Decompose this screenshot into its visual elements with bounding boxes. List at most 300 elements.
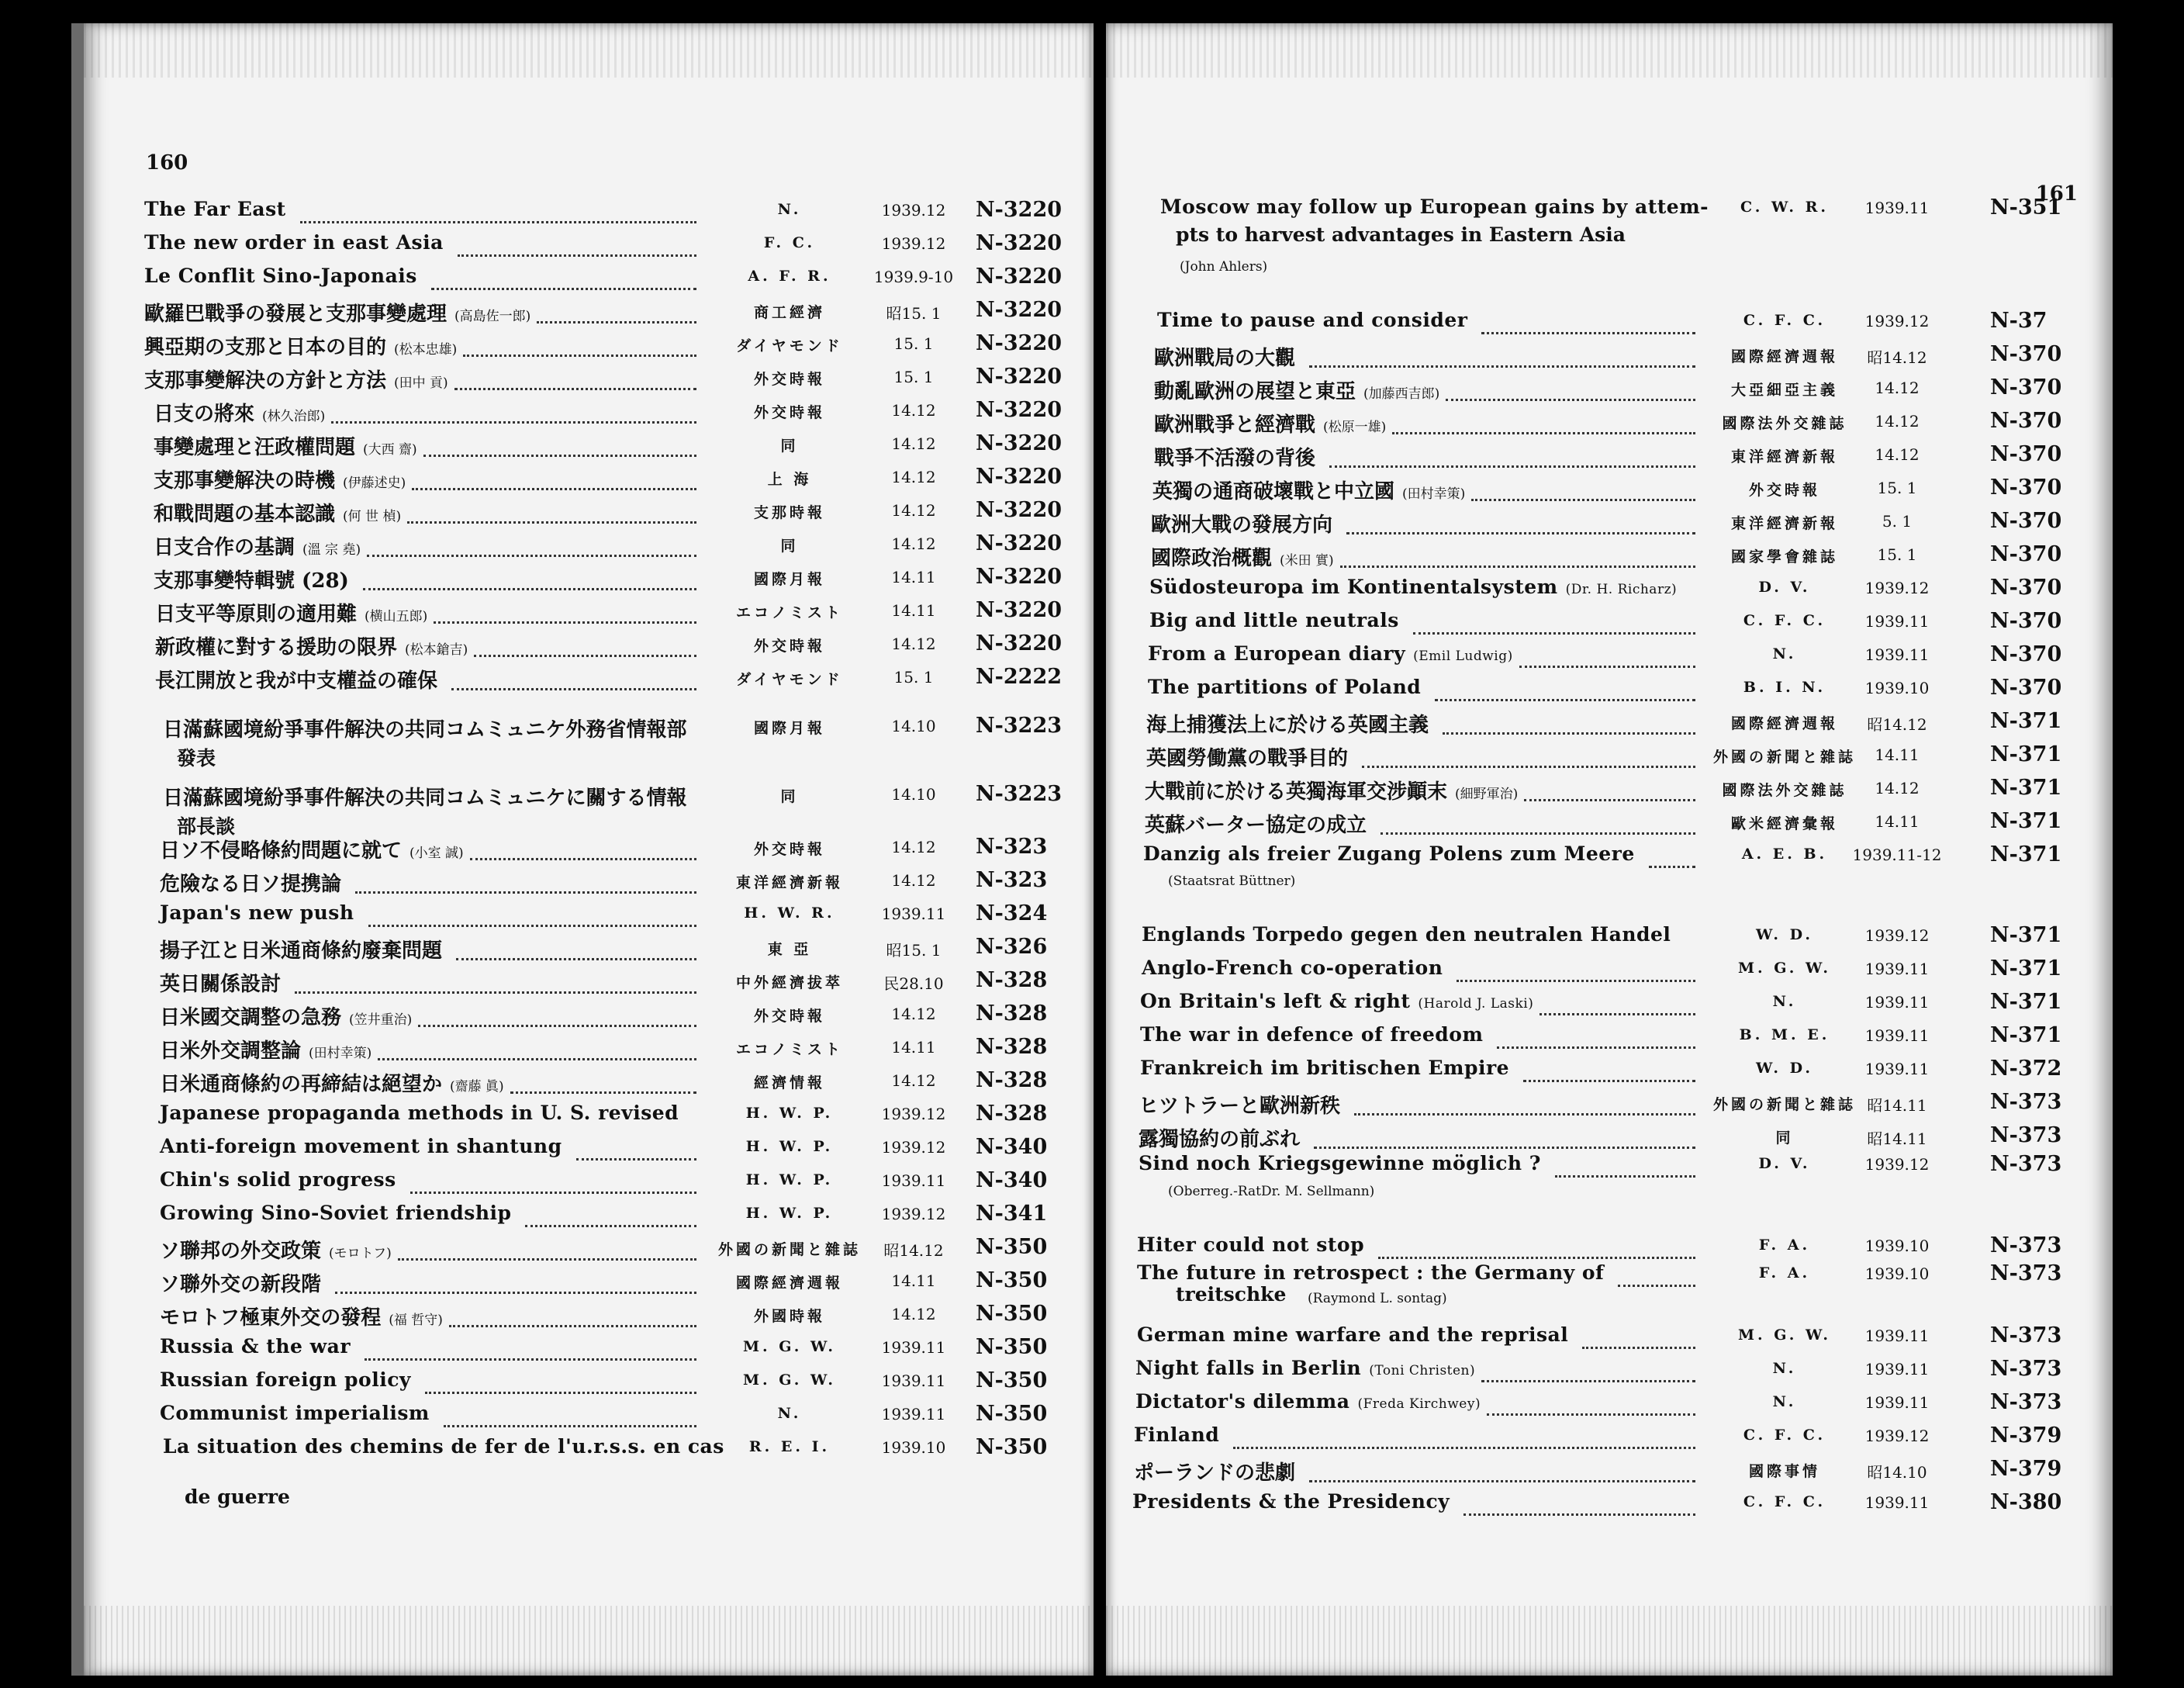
leader-dots xyxy=(1481,1357,1695,1382)
entry-code: N-324 xyxy=(976,901,1048,925)
entry-title-text: German mine warfare and the reprisal xyxy=(1137,1323,1569,1346)
index-entry xyxy=(1106,442,2113,476)
entry-date: 14.12 xyxy=(891,635,936,653)
entry-date: 1939.12 xyxy=(881,234,946,253)
entry-code: N-379 xyxy=(1990,1423,2062,1448)
index-entry xyxy=(1106,375,2113,410)
leader-dots xyxy=(365,1335,696,1361)
entry-title xyxy=(1140,990,1533,1012)
entry-date: 1939.10 xyxy=(1864,1264,1930,1283)
entry-source: C. W. R. xyxy=(1740,199,1830,216)
entry-title xyxy=(160,1001,412,1030)
index-entry xyxy=(84,1168,1094,1202)
entry-source: 東洋經濟新報 xyxy=(735,874,843,891)
entry-title xyxy=(1139,1090,1348,1119)
index-entry xyxy=(1106,509,2113,543)
leader-dots xyxy=(434,598,696,624)
leader-dots xyxy=(1392,409,1695,434)
entry-title-text: 支那事變解決の時機 xyxy=(154,469,336,493)
entry-title xyxy=(1152,476,1465,504)
entry-date: 15. 1 xyxy=(1877,545,1917,564)
index-entry xyxy=(84,714,1094,748)
entry-title-text: 英日關係設討 xyxy=(160,973,282,996)
index-entry xyxy=(1106,1490,2113,1524)
entry-title-text: Südosteuropa im Kontinentalsystem xyxy=(1149,576,1558,598)
entry-source: N. xyxy=(1772,993,1797,1010)
entry-author: (田中 貢) xyxy=(394,375,448,391)
entry-code: N-373 xyxy=(1990,1152,2062,1176)
entry-code: N-328 xyxy=(976,1102,1048,1126)
entry-date: 14.12 xyxy=(1875,412,1920,431)
entry-title xyxy=(144,231,451,254)
entry-date: 1939.11 xyxy=(1864,645,1930,664)
entry-author: (Dr. H. Richarz) xyxy=(1565,582,1678,597)
entry-code: N-3220 xyxy=(976,565,1063,589)
entry-date: 14.12 xyxy=(891,1005,936,1023)
entry-date: 1939.11 xyxy=(1864,612,1930,631)
entry-source: 外交時報 xyxy=(753,404,825,421)
index-entry xyxy=(84,935,1094,969)
entry-source: 支那時報 xyxy=(753,504,825,521)
entry-date: 昭15. 1 xyxy=(886,304,942,323)
entry-source: 外國の新聞と雜誌 xyxy=(1712,749,1856,766)
entry-author: (福 哲守) xyxy=(389,1313,443,1328)
index-entry xyxy=(1106,923,2113,957)
leader-dots xyxy=(407,498,696,524)
entry-date: 1939.11 xyxy=(1864,993,1930,1012)
entry-date: 14.12 xyxy=(891,1305,936,1323)
entry-title xyxy=(1149,576,1677,598)
leader-dots xyxy=(510,1068,696,1094)
entry-date: 1939.11 xyxy=(1864,199,1930,217)
entry-date: 1939.12 xyxy=(1864,926,1930,945)
index-entry xyxy=(1106,842,2113,877)
entry-title-text: 歐羅巴戰爭の發展と支那事變處理 xyxy=(144,303,448,326)
leader-dots xyxy=(363,565,696,590)
leader-dots xyxy=(412,465,696,490)
entry-code: N-3220 xyxy=(976,431,1063,455)
entry-title-text: 支那事變解決の方針と方法 xyxy=(144,369,387,393)
entry-source: M. G. W. xyxy=(742,1372,837,1389)
entry-date: 14.12 xyxy=(891,468,936,486)
entry-code: N-373 xyxy=(1990,1090,2062,1114)
entry-source: F. C. xyxy=(763,234,816,251)
right-page xyxy=(1106,23,2113,1676)
entry-date: 15. 1 xyxy=(1877,479,1917,497)
entry-source: C. F. C. xyxy=(1743,1493,1826,1510)
entry-title-text: Communist imperialism xyxy=(160,1402,430,1424)
entry-title-text: Finland xyxy=(1134,1423,1220,1446)
leader-dots xyxy=(463,331,696,357)
page-number: 161 xyxy=(2035,182,2078,206)
entry-title-text: The future in retrospect : the Germany of xyxy=(1137,1261,1605,1284)
entry-source: B. I. N. xyxy=(1743,679,1826,696)
entry-code: N-3220 xyxy=(976,531,1063,555)
index-entry xyxy=(1106,642,2113,676)
entry-date: 1939.11 xyxy=(881,1372,946,1390)
entry-source: 外國の新聞と雜誌 xyxy=(1712,1096,1856,1113)
entry-source: 外交時報 xyxy=(753,371,825,388)
entry-date: 14.11 xyxy=(891,568,936,586)
entry-title xyxy=(1146,742,1356,771)
leader-dots xyxy=(1618,1261,1695,1287)
entry-date: 14.12 xyxy=(891,534,936,553)
entry-code: N-371 xyxy=(1990,990,2062,1014)
entry-title-text: 英國勞働黨の戰爭目的 xyxy=(1146,747,1349,770)
entry-source: H. W. P. xyxy=(745,1171,834,1188)
entry-code: N-370 xyxy=(1990,342,2062,366)
index-entry xyxy=(1106,1090,2113,1124)
entry-date: 14.12 xyxy=(1875,779,1920,797)
entry-code: N-350 xyxy=(976,1235,1048,1259)
index-entry xyxy=(84,901,1094,936)
entry-source: 同 xyxy=(780,788,799,805)
entry-date: 1939.10 xyxy=(1864,1237,1930,1255)
leader-dots xyxy=(1435,676,1695,701)
entry-title xyxy=(1151,509,1340,538)
entry-source: M. G. W. xyxy=(1737,960,1832,977)
entry-title xyxy=(160,1168,404,1191)
entry-title xyxy=(144,365,448,393)
entry-title-text: The new order in east Asia xyxy=(144,231,444,254)
entry-code: N-3220 xyxy=(976,398,1063,422)
entry-date: 1939.11 xyxy=(881,1405,946,1423)
entry-date: 14.12 xyxy=(891,401,936,420)
entry-date: 1939.12 xyxy=(881,201,946,220)
entry-title xyxy=(160,1035,371,1064)
entry-source: H. W. R. xyxy=(744,905,835,922)
entry-code: N-2222 xyxy=(976,665,1063,689)
entry-author: (松本忠雄) xyxy=(394,342,458,358)
entry-title-text: The Far East xyxy=(144,198,286,220)
index-entry xyxy=(1106,956,2113,991)
entry-date: 15. 1 xyxy=(893,334,934,353)
entry-date: 1939.11 xyxy=(881,905,946,923)
entry-source: 東 亞 xyxy=(767,941,812,958)
index-entry xyxy=(84,1302,1094,1336)
entry-code: N-371 xyxy=(1990,956,2062,981)
entry-title-text: Japan's new push xyxy=(160,901,354,924)
entry-title xyxy=(155,665,445,694)
entry-source: H. W. P. xyxy=(745,1105,834,1122)
leader-dots xyxy=(451,665,696,690)
entry-code: N-370 xyxy=(1990,375,2062,400)
entry-code: N-370 xyxy=(1990,642,2062,666)
entry-title-text: On Britain's left & right xyxy=(1140,990,1411,1012)
entry-title-text: La situation des chemins de fer de l'u.r.s.s. en cas xyxy=(163,1435,724,1458)
entry-title-text: 海上捕獲法上に於ける英國主義 xyxy=(1146,714,1429,737)
entry-title xyxy=(154,398,325,427)
entry-title-text: ヒツトラーと歐洲新秩 xyxy=(1139,1095,1341,1118)
entry-continuation: 發表 xyxy=(177,747,216,770)
entry-source: 東洋經濟新報 xyxy=(1730,515,1838,532)
entry-title xyxy=(160,868,349,897)
entry-title xyxy=(163,1435,732,1458)
entry-date: 1939.9-10 xyxy=(873,268,954,286)
index-entry xyxy=(1106,309,2113,343)
entry-title xyxy=(154,531,361,560)
entry-source: 國際月報 xyxy=(753,720,825,737)
entry-source: N. xyxy=(1772,1360,1797,1377)
entry-title-text: 日支合作の基調 xyxy=(154,536,295,559)
entry-title-text: Big and little neutrals xyxy=(1149,609,1399,631)
entry-source: B. M. E. xyxy=(1739,1026,1830,1043)
entry-source: 國際月報 xyxy=(753,571,825,588)
left-page xyxy=(71,23,1094,1676)
entry-date: 14.12 xyxy=(891,434,936,453)
leader-dots xyxy=(1649,842,1695,868)
entry-title-text: From a European diary xyxy=(1148,642,1406,665)
leader-dots xyxy=(398,1235,696,1261)
entry-source: 外交時報 xyxy=(1748,482,1820,499)
entry-title xyxy=(155,631,468,660)
leader-dots xyxy=(1233,1423,1695,1449)
entry-title-text: 危險なる日ソ提携論 xyxy=(160,873,342,896)
entry-code: N-326 xyxy=(976,935,1048,959)
entry-continuation: (John Ahlers) xyxy=(1180,259,1268,275)
entry-author: (大西 齋) xyxy=(363,442,417,458)
leader-dots xyxy=(378,1035,696,1060)
entry-author: (Harold J. Laski) xyxy=(1418,996,1534,1012)
entry-source: 外交時報 xyxy=(753,1008,825,1025)
entry-code: N-370 xyxy=(1990,409,2062,433)
entry-title-text: 日米國交調整の急務 xyxy=(160,1006,342,1029)
entry-title xyxy=(1149,609,1407,631)
entry-title xyxy=(155,598,427,627)
index-entry xyxy=(1106,609,2113,643)
entry-source: 經濟情報 xyxy=(753,1074,825,1091)
entry-title-text: Danzig als freier Zugang Polens zum Meere xyxy=(1143,842,1635,865)
entry-source: F. A. xyxy=(1758,1237,1811,1254)
entry-title xyxy=(160,1068,504,1097)
entry-date: 14.12 xyxy=(891,501,936,520)
index-entry xyxy=(84,231,1094,265)
page-number: 160 xyxy=(146,151,188,175)
entry-title-text: Growing Sino-Soviet friendship xyxy=(160,1202,512,1224)
entry-source: A. E. B. xyxy=(1741,846,1828,863)
entry-date: 14.12 xyxy=(1875,445,1920,464)
entry-code: N-350 xyxy=(976,1435,1048,1459)
entry-author: (何 世 楨) xyxy=(343,509,402,524)
leader-dots xyxy=(1362,742,1695,768)
entry-title-text: Japanese propaganda methods in U. S. revised xyxy=(160,1102,679,1124)
entry-title-text: The partitions of Poland xyxy=(1148,676,1422,698)
entry-date: 14.11 xyxy=(891,601,936,620)
entry-title-text: 英蘇バーター協定の成立 xyxy=(1145,814,1367,837)
entry-author: (Toni Christen) xyxy=(1369,1363,1476,1378)
entry-title xyxy=(160,1368,419,1391)
entry-code: N-373 xyxy=(1990,1261,2062,1285)
entry-code: N-323 xyxy=(976,835,1048,859)
leader-dots xyxy=(1314,1123,1695,1149)
entry-date: 1939.11 xyxy=(1864,1393,1930,1412)
entry-date: 1939.12 xyxy=(1864,1155,1930,1174)
index-entry xyxy=(84,398,1094,432)
entry-date: 14.11 xyxy=(891,1038,936,1057)
entry-title-text: 動亂歐洲の展望と東亞 xyxy=(1154,380,1356,403)
leader-dots xyxy=(1523,1057,1695,1082)
index-entry xyxy=(1106,1390,2113,1424)
entry-code: N-3220 xyxy=(976,498,1063,522)
entry-author: (田村幸策) xyxy=(1402,486,1466,502)
entry-title-text: 日滿蘇國境紛爭事件解決の共同コムミュニケ外務省情報部 xyxy=(163,718,687,742)
entry-source: エコノミスト xyxy=(735,604,843,621)
index-entry xyxy=(84,331,1094,365)
entry-title xyxy=(144,265,425,287)
entry-code: N-350 xyxy=(976,1302,1048,1326)
entry-author: (林久治郎) xyxy=(262,409,326,424)
index-entry xyxy=(84,1068,1094,1102)
leader-dots xyxy=(331,398,696,424)
index-entry xyxy=(1106,1423,2113,1458)
index-entry xyxy=(1106,409,2113,443)
index-entry xyxy=(84,631,1094,666)
entry-title xyxy=(1145,809,1374,838)
entry-title-text: The war in defence of freedom xyxy=(1140,1023,1484,1046)
entry-title xyxy=(160,1202,519,1224)
entry-author: (小室 誠) xyxy=(410,846,464,861)
leader-dots xyxy=(1446,375,1695,401)
index-entry xyxy=(84,265,1094,299)
entry-code: N-350 xyxy=(976,1335,1048,1359)
entry-source: 上 海 xyxy=(767,471,812,488)
entry-continuation: (Raymond L. sontag) xyxy=(1308,1291,1447,1306)
leader-dots xyxy=(1381,809,1695,835)
entry-continuation: (Staatsrat Büttner) xyxy=(1168,873,1296,889)
entry-code: N-340 xyxy=(976,1135,1048,1159)
entry-code: N-370 xyxy=(1990,442,2062,466)
entry-title xyxy=(1154,442,1323,471)
entry-title-text: Sind noch Kriegsgewinne möglich ? xyxy=(1139,1152,1541,1174)
entry-date: 14.12 xyxy=(891,838,936,856)
entry-source: 外國時報 xyxy=(753,1308,825,1325)
leader-dots xyxy=(355,868,696,894)
entry-author: (モロトフ) xyxy=(329,1246,392,1261)
index-entry xyxy=(1106,1023,2113,1057)
entry-source: 外國の新聞と雜誌 xyxy=(717,1241,861,1258)
entry-code: N-37 xyxy=(1990,309,2047,333)
leader-dots xyxy=(454,365,696,390)
entry-date: 民28.10 xyxy=(883,974,944,993)
leader-dots xyxy=(418,1001,696,1027)
leader-dots xyxy=(431,265,696,290)
entry-title xyxy=(160,1268,329,1297)
index-entry xyxy=(84,1235,1094,1269)
index-entry xyxy=(84,1135,1094,1169)
entry-date: 15. 1 xyxy=(893,668,934,687)
index-entry xyxy=(1106,1323,2113,1358)
entry-source: W. D. xyxy=(1755,926,1814,943)
entry-code: N-341 xyxy=(976,1202,1048,1226)
index-entry xyxy=(84,1202,1094,1236)
entry-code: N-328 xyxy=(976,1035,1048,1059)
entry-author: (松本鎗吉) xyxy=(405,642,468,658)
entry-title-text: 揚子江と日米通商條約廢棄問題 xyxy=(160,939,443,963)
entry-code: N-371 xyxy=(1990,923,2062,947)
entry-title xyxy=(1148,642,1513,665)
entry-author: (Freda Kirchwey) xyxy=(1357,1396,1481,1412)
entry-title-text: 日滿蘇國境紛爭事件解決の共同コムミュニケに關する情報 xyxy=(163,787,687,810)
leader-dots xyxy=(1443,709,1695,735)
leader-dots xyxy=(576,1135,696,1160)
leader-dots xyxy=(368,901,696,927)
entry-title xyxy=(1146,709,1436,738)
leader-dots xyxy=(410,1168,696,1194)
entry-title-text: Dictator's dilemma xyxy=(1135,1390,1350,1413)
entry-code: N-350 xyxy=(976,1368,1048,1392)
entry-title xyxy=(1142,956,1450,979)
entry-author: (細野軍治) xyxy=(1455,787,1519,802)
entry-source: 同 xyxy=(1775,1129,1794,1147)
entry-title xyxy=(1137,1261,1612,1284)
entry-source: 同 xyxy=(780,538,799,555)
index-entry xyxy=(1106,476,2113,510)
entry-date: 昭14.11 xyxy=(1867,1129,1927,1148)
entry-source: N. xyxy=(1772,645,1797,662)
index-entry xyxy=(84,531,1094,566)
entry-title xyxy=(1139,1123,1308,1152)
entry-title xyxy=(1134,1423,1227,1446)
entry-date: 14.10 xyxy=(891,717,936,735)
entry-source: 東洋經濟新報 xyxy=(1730,448,1838,465)
entry-code: N-370 xyxy=(1990,576,2062,600)
entry-title-text: Presidents & the Presidency xyxy=(1132,1490,1450,1513)
entry-source: M. G. W. xyxy=(1737,1327,1832,1344)
index-entry xyxy=(1106,742,2113,777)
index-entry xyxy=(84,968,1094,1002)
entry-title xyxy=(1140,1023,1491,1046)
index-entry xyxy=(84,298,1094,332)
entry-title xyxy=(160,1235,392,1264)
entry-code: N-328 xyxy=(976,1068,1048,1092)
entry-title-text: 日米外交調整論 xyxy=(160,1039,302,1063)
entry-source: W. D. xyxy=(1755,1060,1814,1077)
entry-title-text: 歐洲戰局の大觀 xyxy=(1154,347,1296,370)
entry-title xyxy=(144,331,457,360)
index-entry xyxy=(1106,809,2113,843)
entry-code: N-370 xyxy=(1990,476,2062,500)
entry-source: N. xyxy=(1772,1393,1797,1410)
entry-title xyxy=(154,498,401,527)
entry-title xyxy=(154,431,417,460)
entry-title xyxy=(160,1335,358,1358)
entry-date: 1939.11 xyxy=(881,1338,946,1357)
leader-dots xyxy=(1481,309,1695,334)
entry-code: N-370 xyxy=(1990,609,2062,633)
entry-title xyxy=(160,1135,570,1157)
entry-title-text: 日米通商條約の再締結は絕望か xyxy=(160,1073,443,1096)
entry-date: 昭14.12 xyxy=(1867,715,1927,734)
leader-dots xyxy=(1487,1390,1695,1416)
entry-source: 歐米經濟彙報 xyxy=(1730,815,1838,832)
entry-author: (米田 實) xyxy=(1280,553,1334,569)
entry-code: N-371 xyxy=(1990,776,2062,800)
entry-title xyxy=(154,465,406,493)
index-entry xyxy=(1106,542,2113,576)
entry-author: (Emil Ludwig) xyxy=(1413,649,1513,664)
entry-date: 昭14.12 xyxy=(1867,348,1927,367)
entry-code: N-372 xyxy=(1990,1057,2062,1081)
entry-title xyxy=(1135,1390,1481,1413)
entry-title xyxy=(1140,1057,1517,1079)
leader-dots xyxy=(1378,1233,1695,1259)
entry-title xyxy=(1154,375,1439,404)
entry-title-text: ソ聯邦の外交政策 xyxy=(160,1240,322,1263)
leader-dots xyxy=(525,1202,696,1227)
entry-source: ダイヤモンド xyxy=(736,337,843,355)
entry-code: N-371 xyxy=(1990,842,2062,866)
leader-dots xyxy=(458,231,696,257)
